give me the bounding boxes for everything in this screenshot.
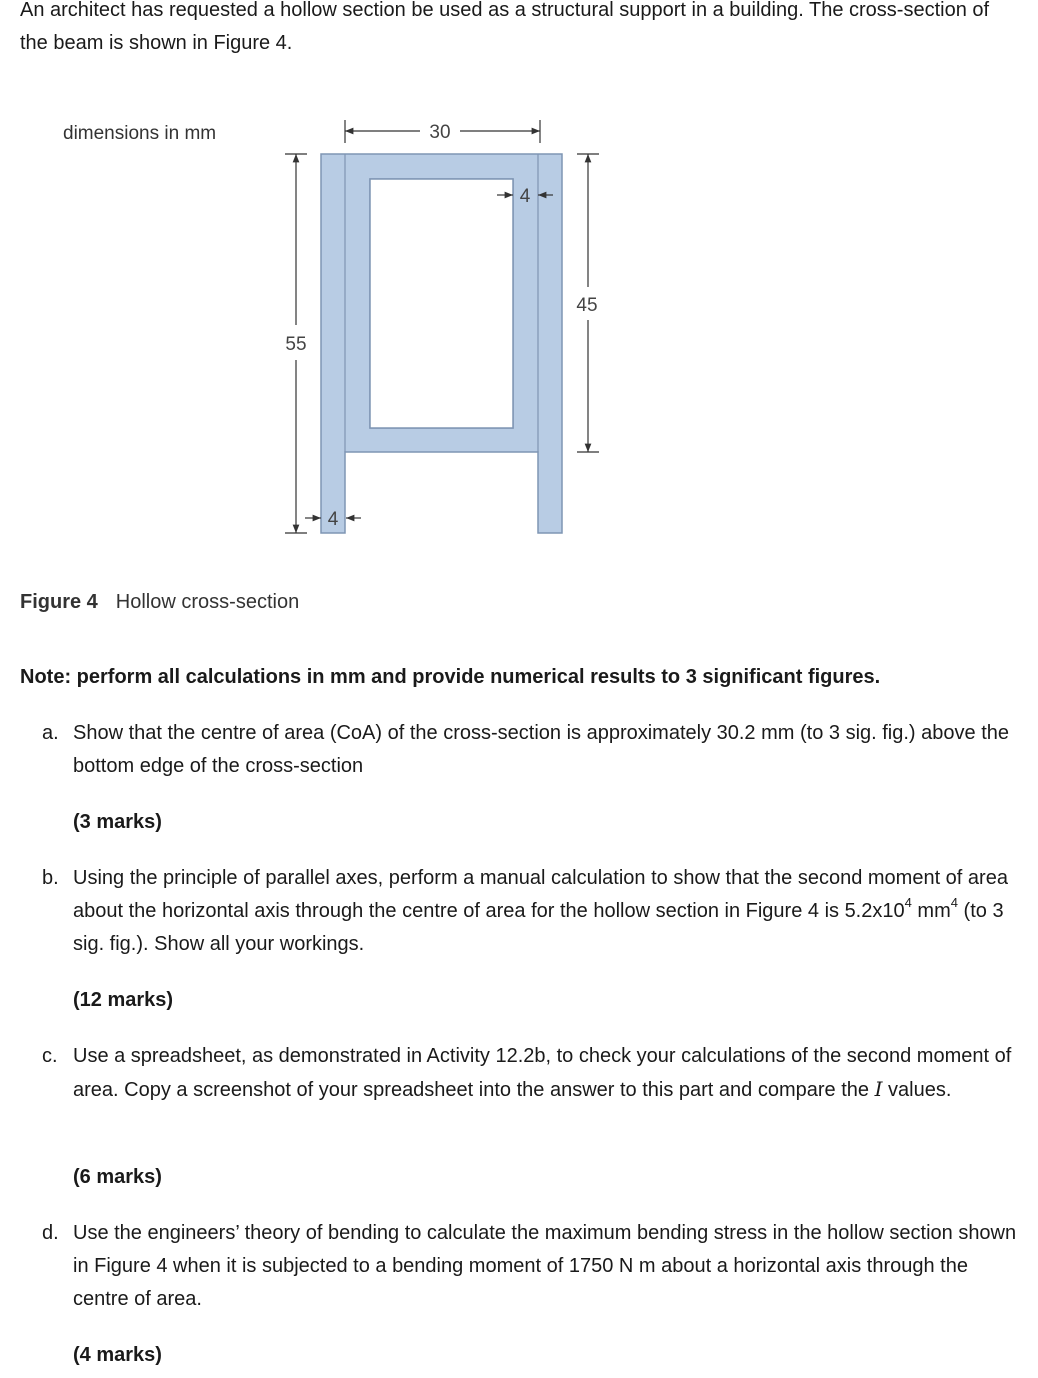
intro-paragraph: An architect has requested a hollow section be used as a structural support in a building. The cross-section of the beam is shown in Figure 4. <box>20 0 990 54</box>
question-d-marks: (4 marks) <box>73 1344 162 1366</box>
question-a-marks: (3 marks) <box>73 811 162 833</box>
question-b-letter: b. <box>42 867 59 889</box>
second-moment-symbol: I <box>874 1077 883 1101</box>
question-b-text: Using the principle of parallel axes, perform a manual calculation to show that the second moment of area about the horizontal axis through the centre of area for the hollow section in Figure 4 is $5.2x10^4$ $mm^4$ (to 3 sig. fig.). Show all your workings. <box>73 867 1008 955</box>
note-text: Note: perform all calculations in mm and provide numerical results to 3 significant figures. <box>20 666 881 688</box>
question-c-text: Use a spreadsheet, as demonstrated in Activity 12.2b, to check your calculations of the second moment of area. Copy a screenshot of your spreadsheet into the answer to this part and compare the I values. <box>73 1045 1012 1101</box>
question-d-letter: d. <box>42 1222 59 1244</box>
hollow-interior <box>370 179 513 428</box>
question-a-letter: a. <box>42 722 59 744</box>
figure-caption <box>20 588 299 616</box>
dim-label-45: 45 <box>576 295 598 316</box>
question-a-text: Show that the centre of area (CoA) of the cross-section is approximately 30.2 mm (to 3 sig. fig.) above the bottom edge of the cross-section <box>73 722 1009 777</box>
dim-label-55: 55 <box>285 334 307 355</box>
figure-caption-text: Hollow cross-section <box>115 591 300 613</box>
dim-label-wall-top: 4 <box>519 186 531 207</box>
figure-caption-label: Figure 4 <box>20 591 98 613</box>
dim-label-30: 30 <box>429 122 451 143</box>
question-b-marks: (12 marks) <box>73 989 174 1011</box>
figure-4 <box>0 100 700 550</box>
units-label: dimensions in mm <box>63 123 217 144</box>
dim-label-wall-bottom: 4 <box>327 509 339 530</box>
cross-section-diagram <box>0 100 700 550</box>
question-c-letter: c. <box>42 1045 58 1067</box>
question-d-text: Use the engineers’ theory of bending to calculate the maximum bending stress in the hollow section shown in Figure 4 when it is subjected to a bending moment of 1750 N m about a horizontal axis through the centre of area. <box>73 1222 1017 1310</box>
question-c-marks: (6 marks) <box>73 1166 162 1188</box>
